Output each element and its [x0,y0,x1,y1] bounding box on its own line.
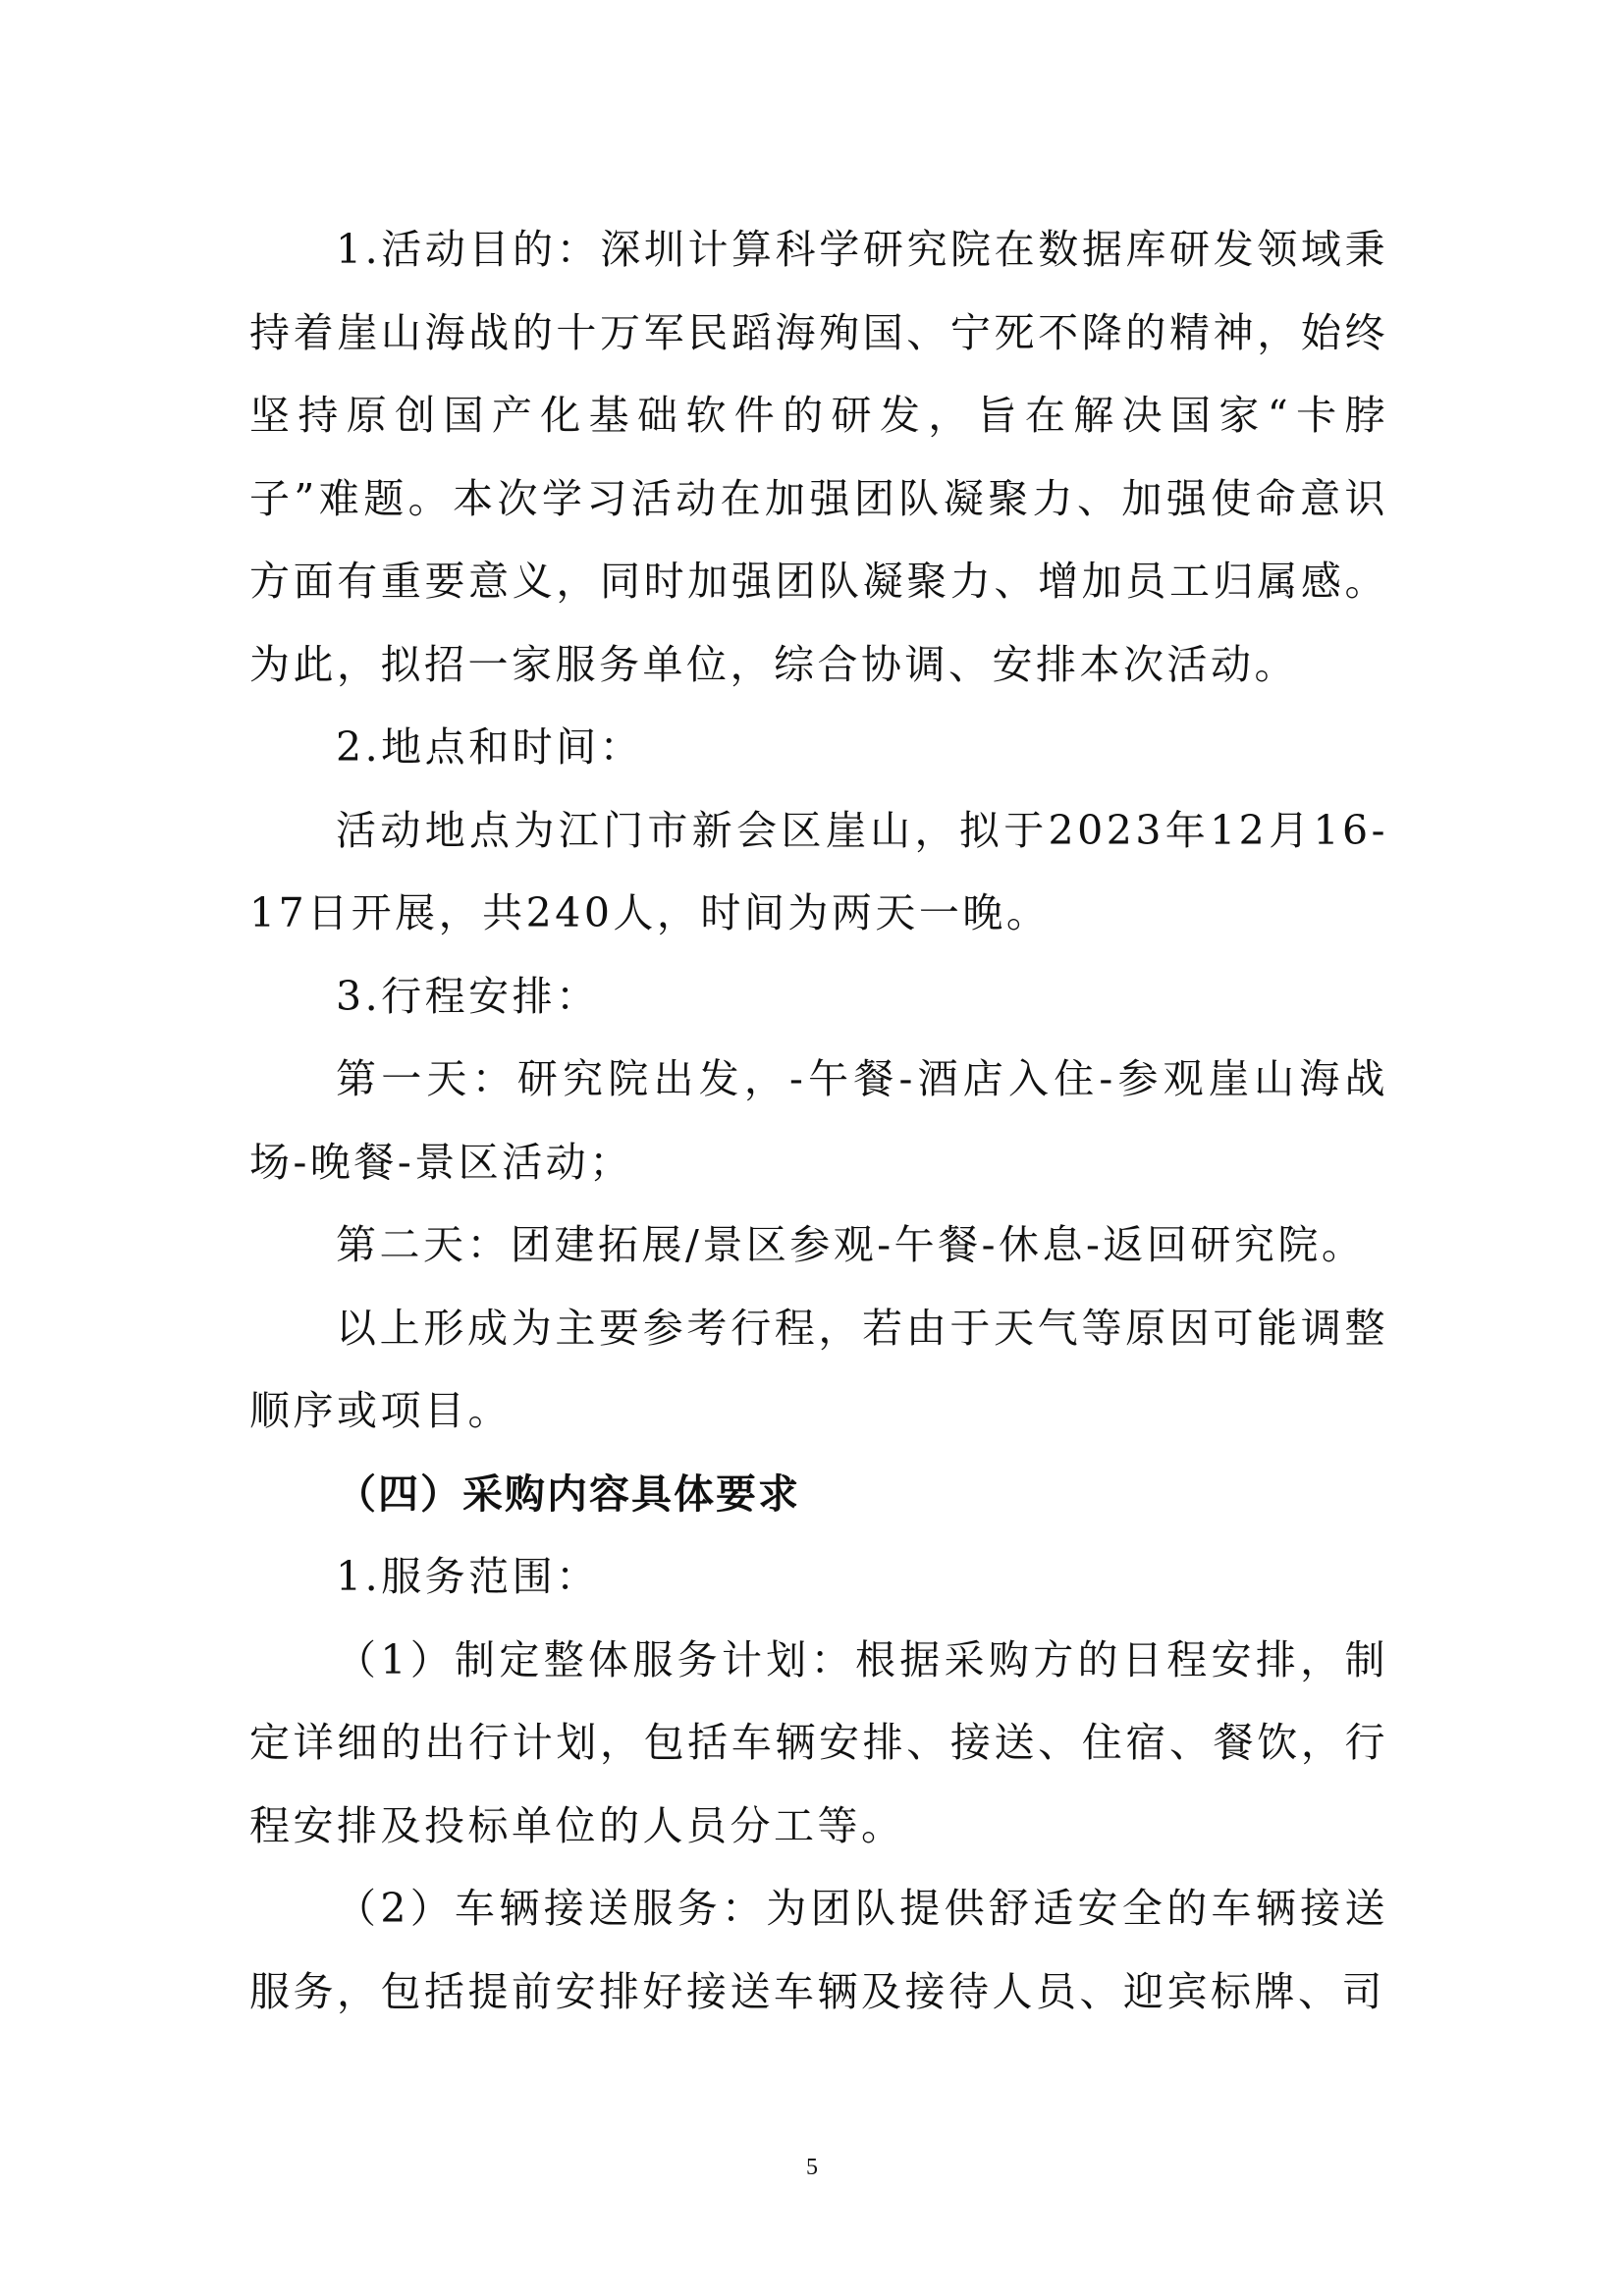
section-heading-procurement-requirements: （四）采购内容具体要求 [336,1469,800,1518]
paragraph-activity-purpose: 1.活动目的：深圳计算科学研究院在数据库研发领域秉持着崖山海战的十万军民蹈海殉国、宁死不降的精神，始终坚持原创国产化基础软件的研发，旨在解决国家“卡脖子”难题。本次学习活动在加强团队凝聚力、加强使命意识方面有重要意义，同时加强团队凝聚力、增加员工归属感。为此，拟招一家服务单位，综合协调、安排本次活动。 [249,226,1388,688]
paragraph-day-two: 第二天：团建拓展/景区参观-午餐-休息-返回研究院。 [336,1221,1366,1268]
body-text [249,208,1388,2033]
paragraph-itinerary-title: 3.行程安排： [336,972,600,1020]
page-number: 5 [806,2155,818,2180]
paragraph-scope-title: 1.服务范围： [336,1553,600,1600]
paragraph-service-plan: （1）制定整体服务计划：根据采购方的日程安排，制定详细的出行计划，包括车辆安排、接送、住宿、餐饮，行程安排及投标单位的人员分工等。 [249,1635,1388,1849]
paragraph-itinerary-note: 以上形成为主要参考行程，若由于天气等原因可能调整顺序或项目。 [249,1304,1388,1434]
paragraph-day-one: 第一天：研究院出发，-午餐-酒店入住-参观崖山海战场-晚餐-景区活动； [249,1055,1388,1186]
paragraph-place-time: 活动地点为江门市新会区崖山，拟于2023年12月16-17日开展，共240人，时间为两天一晚。 [249,806,1388,936]
paragraph-place-time-title: 2.地点和时间： [336,723,644,771]
paragraph-vehicle-service: （2）车辆接送服务：为团队提供舒适安全的车辆接送服务，包括提前安排好接送车辆及接待人员、迎宾标牌、司 [249,1885,1388,2015]
